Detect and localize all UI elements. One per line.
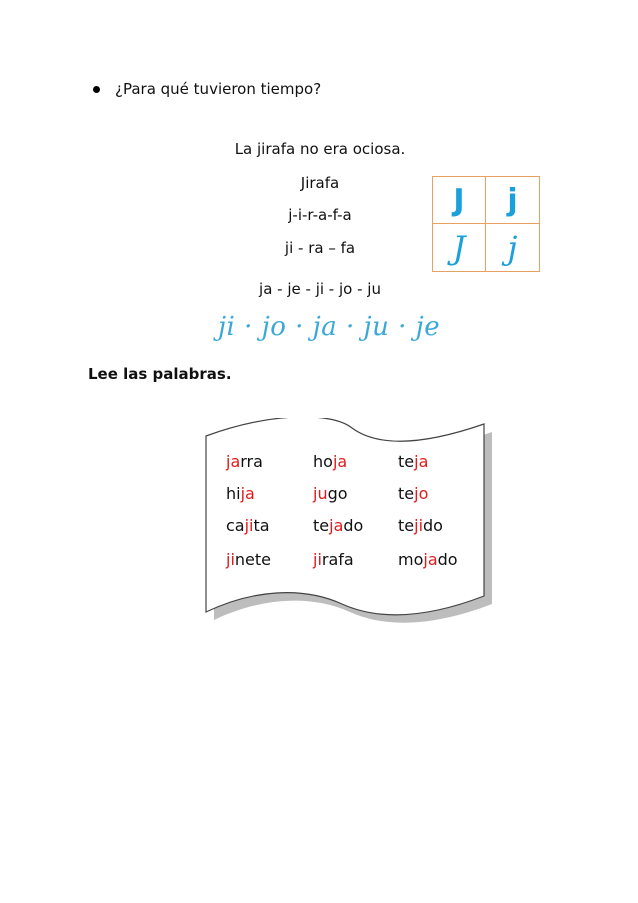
section-title: Lee las palabras. [88,365,232,383]
word-item [313,452,347,471]
word-part: ca [226,516,245,535]
word-line: Jirafa [300,174,340,192]
word-highlight: ja [329,516,344,535]
word-part: nete [234,550,271,569]
lowercase-print-j: j [486,177,539,224]
word-part: do [437,550,458,569]
word-item [226,484,255,503]
letters-line: j-i-r-a-f-a [288,206,352,224]
word-highlight: ja [332,452,348,471]
word-highlight: ji [226,550,235,569]
word-part: ho [313,452,333,471]
syllables-line: ji - ra – fa [284,239,356,257]
word-highlight: ja [414,452,429,471]
word-part: mo [398,550,424,569]
word-item [398,484,428,503]
word-part: rafa [321,550,354,569]
word-item [398,452,428,471]
word-item [226,452,263,471]
word-highlight: ju [313,484,328,503]
word-item [398,550,458,569]
lowercase-cursive-j: j [507,228,518,267]
sentence-line: La jirafa no era ociosa. [234,140,406,158]
word-highlight: ji [414,516,424,535]
bullet-icon [93,86,100,93]
syllable-family-line: ja - je - ji - jo - ju [259,280,381,298]
uppercase-print-j: J [433,177,486,224]
word-part: hi [226,484,241,503]
word-part: do [343,516,364,535]
word-highlight: ja [226,452,241,471]
word-item [313,550,354,569]
word-part: ta [253,516,270,535]
word-part: te [313,516,330,535]
letter-j-box [432,176,540,272]
word-highlight: jo [414,484,429,503]
word-part: do [423,516,443,535]
word-part: go [327,484,348,503]
word-highlight: ja [423,550,438,569]
word-item [398,516,443,535]
cursive-syllables: ji · jo · ja · ju · je [218,312,441,342]
uppercase-cursive-j: J [433,224,486,271]
question-text: ¿Para qué tuvieron tiempo? [115,80,322,98]
word-highlight: ji [244,516,254,535]
word-part: te [398,484,415,503]
word-item [226,550,271,569]
word-part: te [398,452,415,471]
word-highlight: ji [313,550,322,569]
word-part: te [398,516,415,535]
word-item [226,516,270,535]
word-highlight: ja [240,484,255,503]
word-item [313,484,348,503]
word-part: rra [240,452,263,471]
word-item [313,516,363,535]
